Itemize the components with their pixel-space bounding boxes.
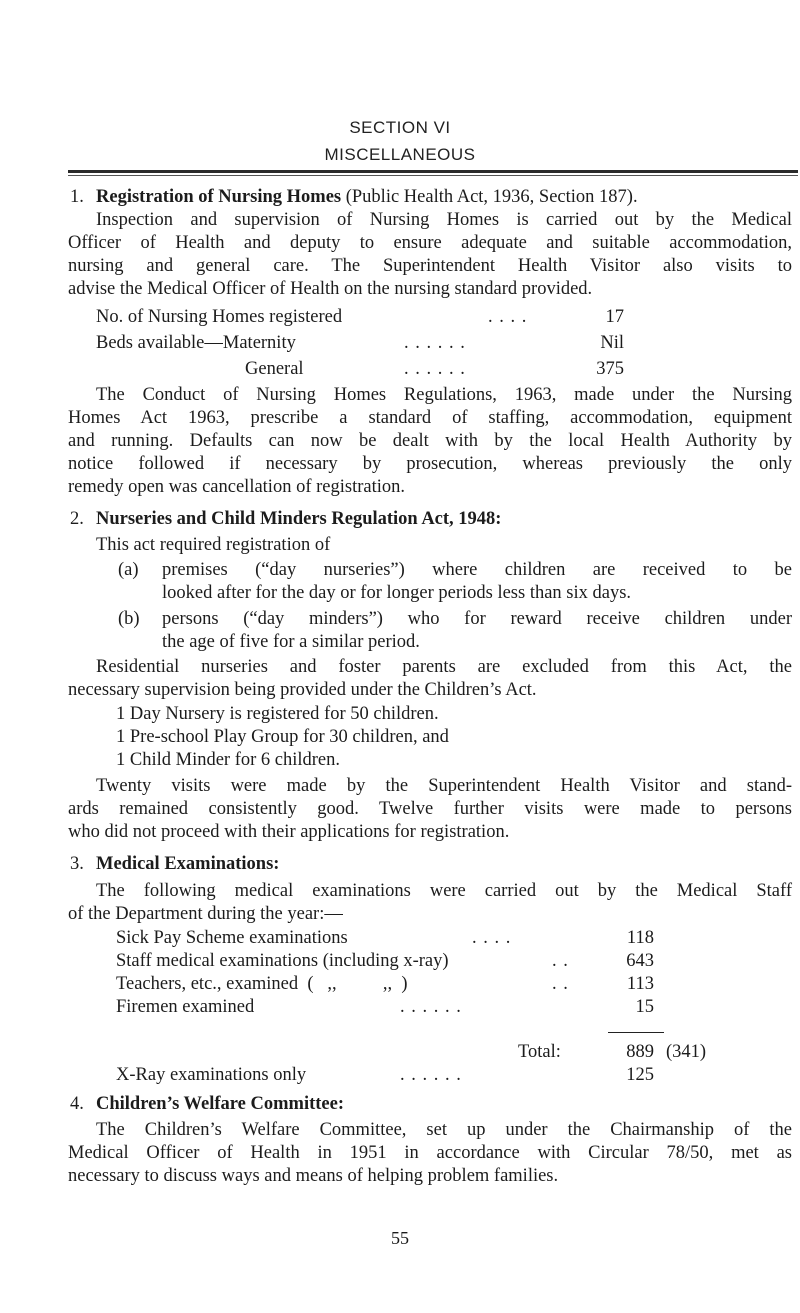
s3-xray-label: X-Ray examinations only — [116, 1065, 307, 1085]
s2-list-item: 1 Child Minder for 6 children. — [116, 750, 341, 770]
s4-p1-line: The Children’s Welfare Committee, set up under the Chairmanship of the — [96, 1120, 792, 1140]
s2-heading-line — [96, 508, 501, 530]
page-number: 55 — [391, 1228, 409, 1248]
s1-row-value: Nil — [600, 333, 624, 353]
s1-row-dots: . . . . . . — [404, 359, 466, 379]
title-rule-thin — [68, 175, 798, 176]
s1-heading: Registration of Nursing Homes — [96, 187, 342, 207]
s4-p1-line: necessary to discuss ways and means of helping problem families. — [68, 1166, 559, 1186]
s3-number: 3. — [70, 854, 84, 874]
s3-row-value: 15 — [635, 997, 654, 1017]
s2-p3-line: ards remained consistently good. Twelve further visits were made to persons — [68, 799, 792, 819]
s1-row-label: No. of Nursing Homes registered — [96, 307, 343, 327]
s3-xray-value: 125 — [626, 1065, 654, 1085]
s1-p1-line: Inspection and supervision of Nursing Homes is carried out by the Medical — [96, 210, 792, 230]
s3-heading: Medical Examinations: — [96, 854, 280, 874]
s1-p1-line: nursing and general care. The Superintendent Health Visitor also visits to — [68, 256, 792, 276]
s1-row-dots: . . . . — [488, 307, 528, 327]
s4-heading: Children’s Welfare Committee: — [96, 1094, 344, 1114]
s2-heading: Nurseries and Child Minders Regulation Act, 1948: — [96, 509, 502, 529]
s2-a-line: premises (“day nurseries”) where children are received to be — [162, 560, 792, 580]
s1-row-dots: . . . . . . — [404, 333, 466, 353]
total-rule — [608, 1032, 664, 1033]
s3-row-dots: . . — [552, 951, 569, 971]
s3-row-label: Teachers, etc., examined ( ,, ,, ) — [116, 974, 408, 994]
s2-p3-line: Twenty visits were made by the Superintendent Health Visitor and stand- — [96, 776, 792, 796]
section-subtitle: MISCELLANEOUS — [324, 145, 476, 164]
s4-heading-line — [96, 1093, 344, 1115]
s3-row-dots: . . — [552, 974, 569, 994]
s4-p1-line: Medical Officer of Health in 1951 in accordance with Circular 78/50, met as — [68, 1143, 792, 1163]
s3-row-label: Staff medical examinations (including x-ray) — [116, 951, 449, 971]
s3-row-label: Sick Pay Scheme examinations — [116, 928, 348, 948]
s3-total-value: 889 — [626, 1042, 654, 1062]
s2-list-item: 1 Pre-school Play Group for 30 children, and — [116, 727, 449, 747]
s2-b-line: the age of five for a similar period. — [162, 632, 420, 652]
s1-p2-line: Homes Act 1963, prescribe a standard of staffing, accommodation, equipment — [68, 408, 792, 428]
s1-row-value: 375 — [596, 359, 624, 379]
s1-p2-line: remedy open was cancellation of registration. — [68, 477, 405, 497]
s3-total-extra: (341) — [666, 1042, 707, 1062]
s1-heading-rest: (Public Health Act, 1936, Section 187). — [341, 187, 638, 207]
s2-intro: This act required registration of — [96, 535, 331, 555]
s2-number: 2. — [70, 509, 84, 529]
s4-number: 4. — [70, 1094, 84, 1114]
s1-p2-line: The Conduct of Nursing Homes Regulations, 1963, made under the Nursing — [96, 385, 792, 405]
s2-a-line: looked after for the day or for longer periods less than six days. — [162, 583, 632, 603]
s3-xray-dots: . . . . . . — [400, 1065, 462, 1085]
s2-b-label: (b) — [118, 609, 140, 629]
s2-p2-line: necessary supervision being provided under the Children’s Act. — [68, 680, 537, 700]
title-rule — [68, 170, 798, 173]
s3-row-dots: . . . . . . — [400, 997, 462, 1017]
s2-a-label: (a) — [118, 560, 139, 580]
s1-p2-line: and running. Defaults can now be dealt with by the local Health Authority by — [68, 431, 792, 451]
s3-heading-line — [96, 853, 279, 875]
s3-p1-line: The following medical examinations were carried out by the Medical Staff — [96, 881, 792, 901]
s3-row-label: Firemen examined — [116, 997, 255, 1017]
s3-row-value: 643 — [626, 951, 654, 971]
s3-total-label: Total: — [518, 1042, 561, 1062]
s3-row-dots: . . . . — [472, 928, 512, 948]
s1-heading-line — [96, 186, 638, 208]
s3-row-value: 118 — [626, 928, 654, 948]
s1-p1-line: advise the Medical Officer of Health on the nursing standard provided. — [68, 279, 593, 299]
s2-p3-line: who did not proceed with their applications for registration. — [68, 822, 510, 842]
s1-number: 1. — [70, 187, 84, 207]
s1-row-value: 17 — [605, 307, 624, 327]
s2-p2-line: Residential nurseries and foster parents are excluded from this Act, the — [96, 657, 792, 677]
s1-p1-line: Officer of Health and deputy to ensure adequate and suitable accommodation, — [68, 233, 792, 253]
s3-row-value: 113 — [626, 974, 654, 994]
s1-row-label: Beds available—Maternity — [96, 333, 296, 353]
s3-p1-line: of the Department during the year:— — [68, 904, 343, 924]
section-title: SECTION VI — [349, 118, 451, 137]
s2-list-item: 1 Day Nursery is registered for 50 children. — [116, 704, 439, 724]
s2-b-line: persons (“day minders”) who for reward receive children under — [162, 609, 792, 629]
s1-row-label: General — [245, 359, 304, 379]
s1-p2-line: notice followed if necessary by prosecution, whereas previously the only — [68, 454, 792, 474]
